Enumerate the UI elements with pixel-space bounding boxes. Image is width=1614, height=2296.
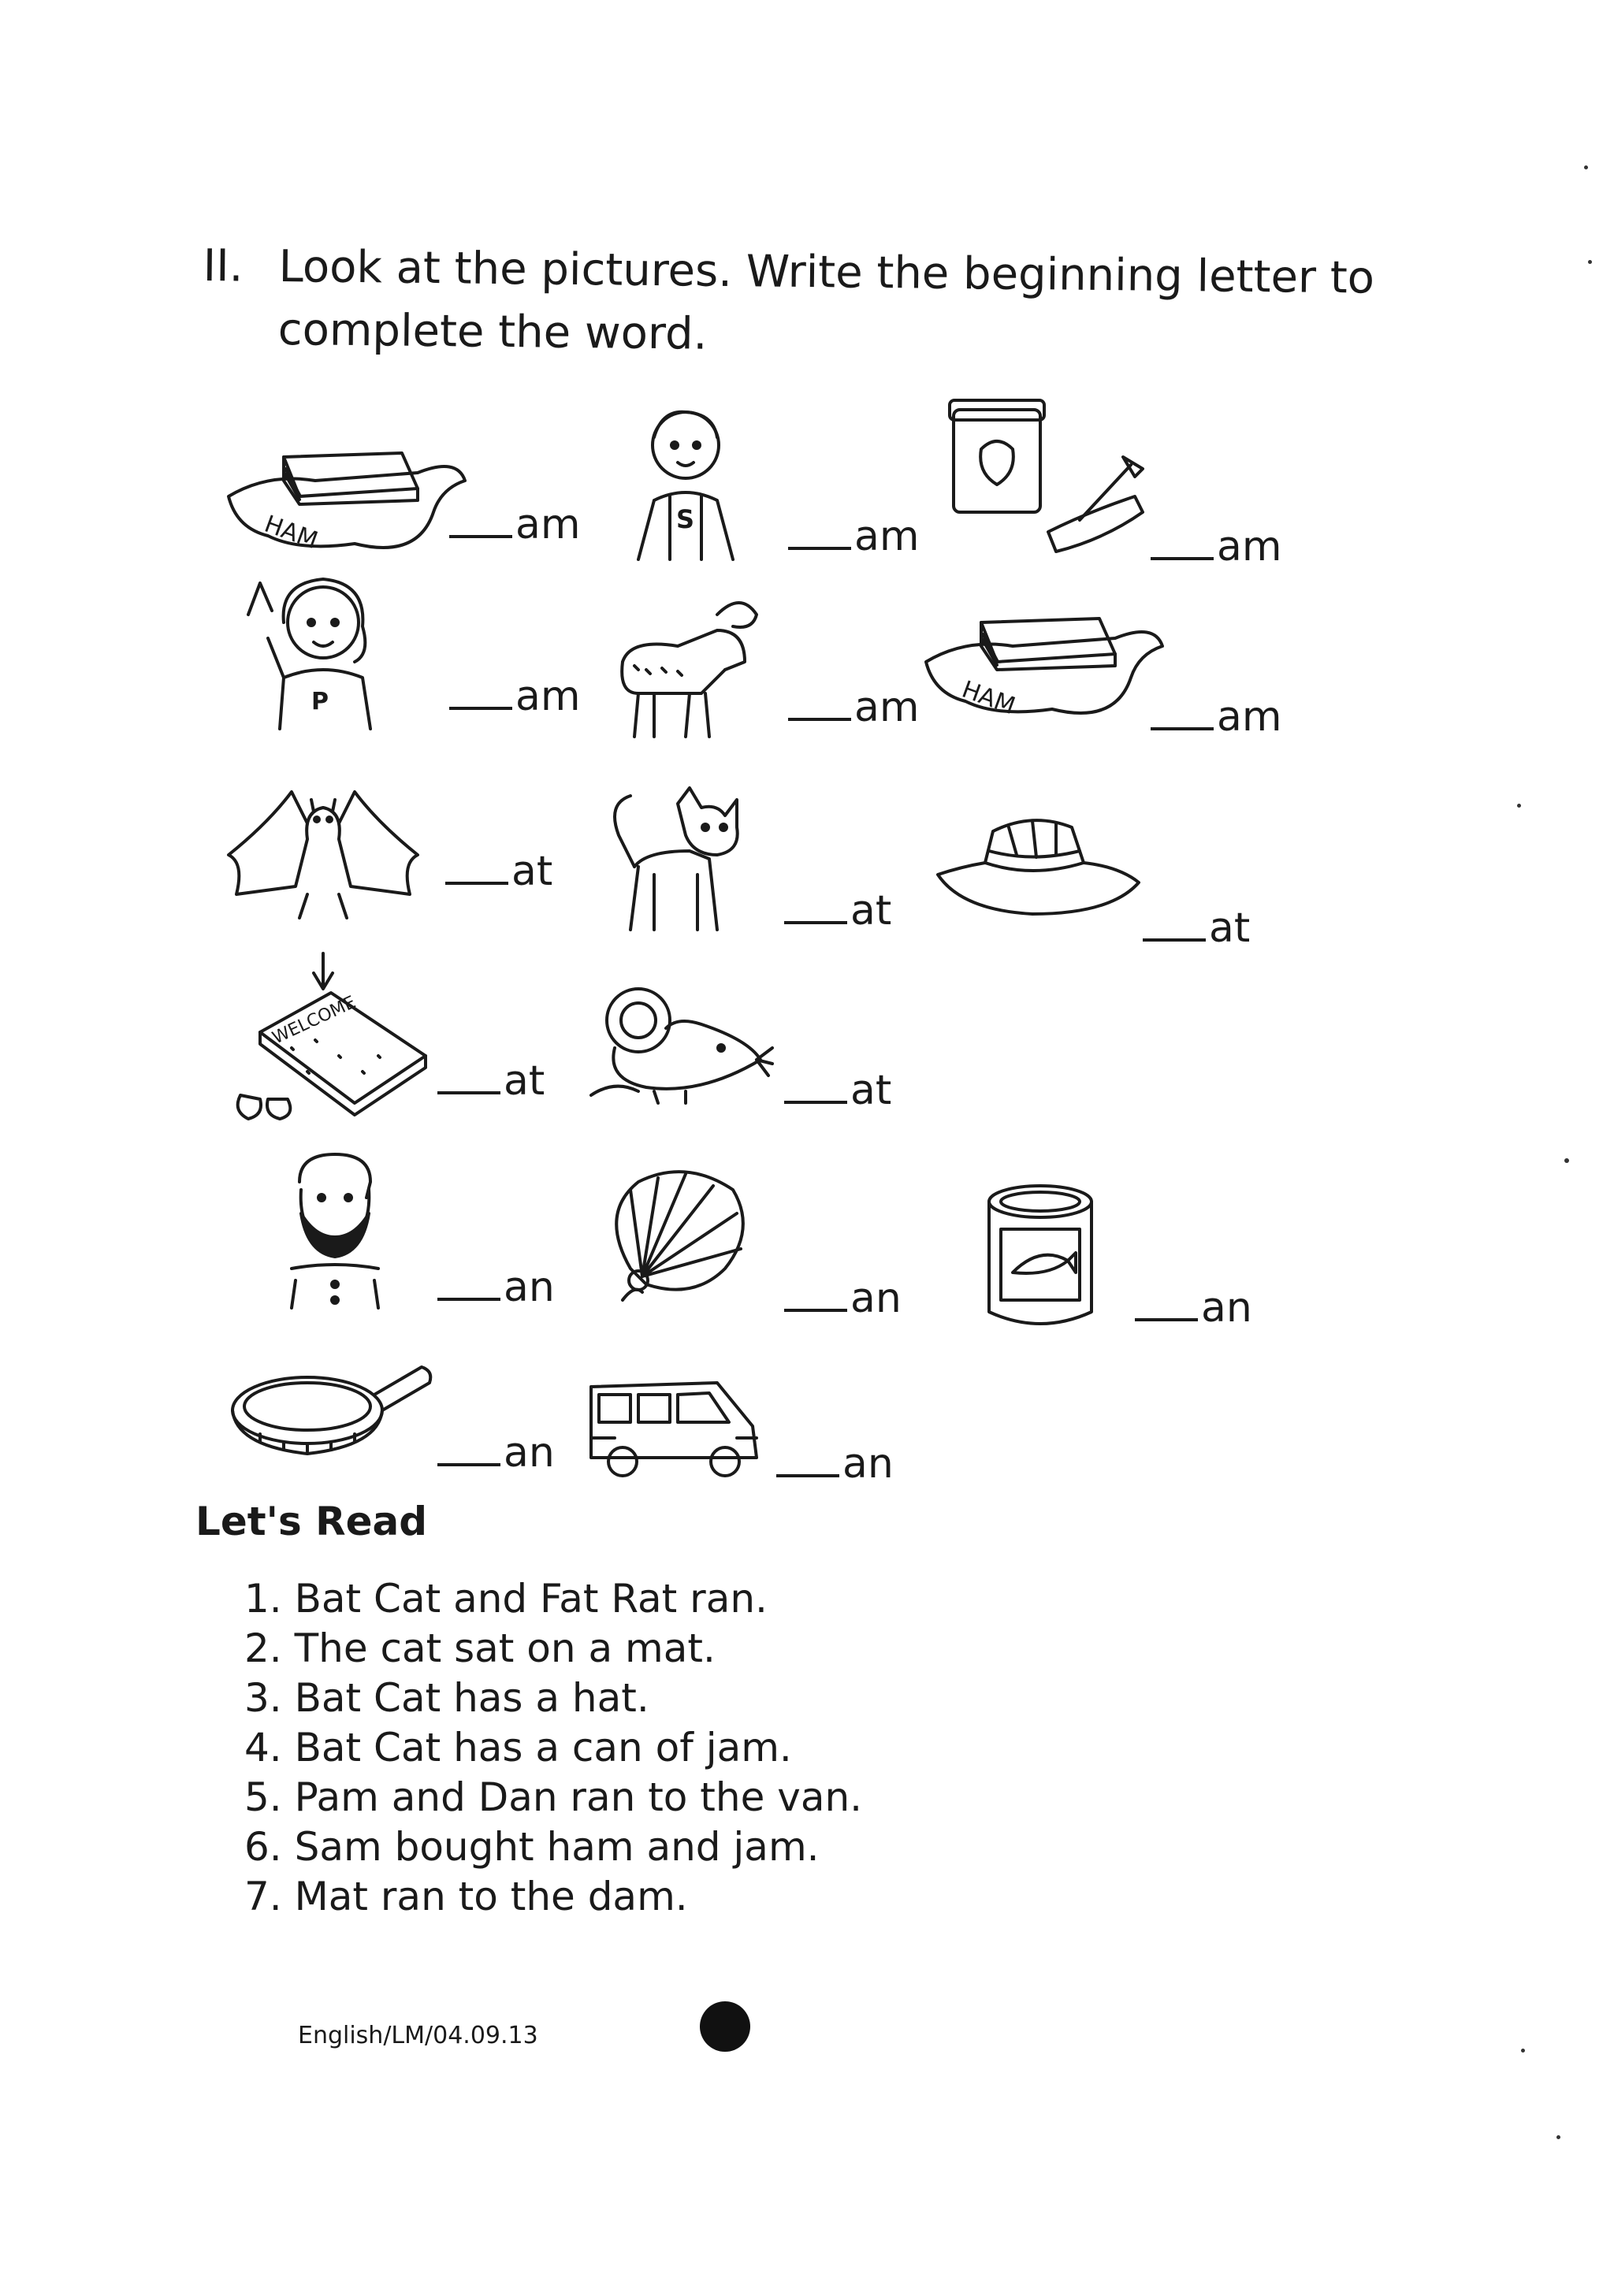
scan-speck <box>1521 2049 1525 2053</box>
answer-blank-11[interactable]: at <box>784 1070 891 1111</box>
instruction-line-2: complete the word. <box>277 304 708 360</box>
can-icon <box>977 1182 1103 1332</box>
sentence: 6. Sam bought ham and jam. <box>244 1824 820 1870</box>
answer-blank-10[interactable]: at <box>437 1061 545 1102</box>
pan-icon <box>229 1355 433 1473</box>
answer-blank-16[interactable]: an <box>776 1443 894 1484</box>
ram-icon <box>607 583 764 741</box>
answer-blank-7[interactable]: at <box>445 851 552 892</box>
sam-boy-icon <box>623 398 749 563</box>
answer-blank-15[interactable]: an <box>437 1432 555 1473</box>
hat-icon <box>930 812 1143 922</box>
bat-icon <box>221 776 426 926</box>
answer-blank-4[interactable]: am <box>449 676 581 717</box>
ham-icon <box>221 425 473 567</box>
fan-icon <box>599 1166 757 1308</box>
man-icon <box>276 1150 394 1312</box>
lets-read-heading: Let's Read <box>195 1499 428 1544</box>
scan-speck <box>1584 165 1588 169</box>
answer-blank-3[interactable]: am <box>1151 526 1282 567</box>
answer-blank-2[interactable]: am <box>788 516 920 557</box>
jam-jar-icon <box>946 394 1151 567</box>
mat-icon <box>221 953 441 1127</box>
scan-speck <box>1564 1158 1569 1163</box>
answer-blank-13[interactable]: an <box>784 1278 902 1319</box>
reading-sentences <box>244 1574 862 1922</box>
ham-label-2: HAM <box>958 675 1019 721</box>
page-number-dot <box>700 2001 750 2052</box>
answer-blank-6[interactable]: am <box>1151 697 1282 737</box>
instruction-number: II. <box>203 240 244 292</box>
answer-blank-9[interactable]: at <box>1143 908 1250 949</box>
answer-blank-12[interactable]: an <box>437 1267 555 1308</box>
footer-code: English/LM/04.09.13 <box>298 2022 538 2049</box>
instruction-line-1: Look at the pictures. Write the beginning letter to <box>278 241 1375 304</box>
mat-label: WELCOME <box>269 992 359 1049</box>
sentence: 2. The cat sat on a mat. <box>244 1625 716 1671</box>
sentence: 1. Bat Cat and Fat Rat ran. <box>244 1576 768 1622</box>
answer-blank-1[interactable]: am <box>449 504 581 545</box>
sentence: 7. Mat ran to the dam. <box>244 1874 688 1919</box>
shirt-letter-p: P <box>311 688 329 715</box>
ham-label: HAM <box>260 510 322 555</box>
sentence: 4. Bat Cat has a can of jam. <box>244 1725 792 1770</box>
scan-speck <box>1588 260 1592 264</box>
answer-blank-5[interactable]: am <box>788 687 920 728</box>
answer-blank-14[interactable]: an <box>1135 1287 1252 1328</box>
pam-girl-icon <box>236 567 410 733</box>
scan-speck <box>1517 804 1521 808</box>
sentence: 5. Pam and Dan ran to the van. <box>244 1774 863 1820</box>
van-icon <box>583 1371 764 1481</box>
cat-icon <box>599 780 757 938</box>
rat-icon <box>583 985 772 1103</box>
sentence: 3. Bat Cat has a hat. <box>244 1675 649 1721</box>
ham-icon-2 <box>914 591 1174 733</box>
shirt-letter-s: S <box>676 504 695 534</box>
scan-speck <box>1556 2135 1560 2139</box>
answer-blank-8[interactable]: at <box>784 890 891 931</box>
